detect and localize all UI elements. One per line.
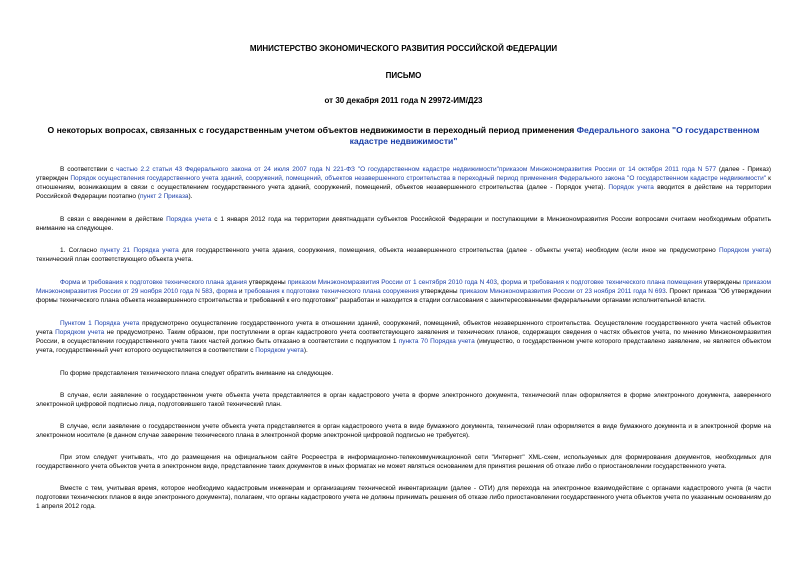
p2-text-2: с 1 января 2012 года на территории девятнадцати субъектов Российской Федерации и поступающими в Минэкономразвития России вопросами считаем необходимым обратить внимание на следующее.	[36, 216, 771, 232]
p5-link-item-70[interactable]: пункта 70 Порядка учета	[398, 338, 475, 345]
paragraph-8: В случае, если заявление о государственном учете объекта учета представляется в орган кадастрового учета в виде бумажного документа, технический план оформляется в виде бумажного документа и в электронной форме на электронном носителе (в данном случае заверение технического плана в электронной форме электронной цифровой подписью не требуется).	[36, 423, 771, 439]
p5-text-4: ).	[303, 347, 308, 354]
paragraph-3	[36, 246, 771, 264]
p4-link-requirements-building[interactable]: требования к подготовке технического плана здания	[87, 279, 247, 286]
p4-link-requirements-premises[interactable]: требования к подготовке технического плана помещения	[528, 279, 703, 286]
p1-text-3: к отношениям, возникающим в связи с осуществлением государственного учета зданий, сооружений, помещений, объектов незавершенного строительства (далее - Порядок учета).	[36, 175, 771, 191]
p1-link-order-item-2[interactable]: пункт 2 Приказа	[140, 193, 189, 200]
p5-text-2: не предусмотрено. Таким образом, при поступлении в орган кадастрового учета соответствующего заявления и технических планов, содержащих сведения о частях объектов учета, по мнению Минэкономразвития России, в осуществлении государственного учета таких частей должно быть отказано в соответствии с подпунктом 1	[36, 329, 771, 345]
p3-text-2: для государственного учета здания, сооружения, помещения, объекта незавершенного строительства (далее - объекты учета) необходим (если иное не предусмотрено	[178, 247, 719, 254]
p4-link-order-583[interactable]: приказом Минэкономразвития России от 29 ноября 2010 года N 583	[36, 279, 772, 295]
p1-text-5: ).	[188, 193, 193, 200]
title-law-link[interactable]: Федерального закона "О государственном кадастре недвижимости"	[349, 125, 760, 146]
paragraph-4	[36, 278, 771, 305]
p3-link-item-21[interactable]: пункту 21 Порядка учета	[100, 247, 179, 254]
p4-link-form-premises[interactable]: форма	[500, 279, 522, 286]
p4-link-requirements-structure[interactable]: требования к подготовке технического плана сооружения	[244, 288, 419, 295]
paragraph-2	[36, 215, 771, 233]
p4-text-5: утверждены	[702, 279, 743, 286]
p4-text-6: ,	[212, 288, 217, 295]
p4-link-order-403[interactable]: приказом Минэкономразвития России от 1 сентября 2010 года N 403	[287, 279, 498, 286]
p5-link-item-1[interactable]: Пунктом 1 Порядка учета	[60, 320, 140, 327]
p5-link-procedure[interactable]: Порядком учета	[55, 329, 105, 336]
p4-text-7: и	[236, 288, 245, 295]
p5-text-3: (имущество, о государственном учете которого представлено заявление, не является объектом учета, государственный учет которого осуществляется в соответствии с	[36, 338, 771, 354]
document-title	[36, 125, 771, 147]
p4-text-1: и	[80, 279, 88, 286]
p1-text-1: В соответствии с	[60, 166, 117, 173]
p3-link-procedure[interactable]: Порядком учета	[718, 247, 769, 254]
document-type-heading: ПИСЬМО	[385, 71, 422, 80]
p4-link-form-building[interactable]: Форма	[60, 279, 81, 286]
paragraph-7: В случае, если заявление о государственном учете объекта учета представляется в орган кадастрового учета в форме электронного документа, технический план оформляется в форме электронного документа, заверенного электронной цифровой подписью лица, подготовившего такой технический план.	[36, 392, 771, 408]
ministry-heading: МИНИСТЕРСТВО ЭКОНОМИЧЕСКОГО РАЗВИТИЯ РОССИЙСКОЙ ФЕДЕРАЦИИ	[249, 44, 558, 53]
paragraph-10: Вместе с тем, учитывая время, которое необходимо кадастровым инженерам и организациям технической инвентаризации (далее - ОТИ) для перехода на электронное взаимодействие с органами кадастрового учета (в части подготовки технических планов в виде электронного документа), полагаем, что органы кадастрового учета не должны принимать решения об отказе либо приостановлении государственного учета объектов учета по указанным основаниям до 1 апреля 2012 года.	[36, 485, 771, 510]
p3-text-1: 1. Согласно	[60, 247, 101, 254]
p2-text-1: В связи с введением в действие	[60, 216, 167, 223]
paragraph-1	[36, 165, 771, 201]
p1-text-4: вводится в действие на территории Российской Федерации поэтапно (	[36, 184, 771, 200]
p4-text-3: ,	[497, 279, 501, 286]
paragraph-9: При этом следует учитывать, что до размещения на официальном сайте Росреестра в информационно-телекоммуникационной сети "Интернет" XML-схем, используемых для формирования документов, необходимых для государственного учета объектов учета в электронном виде, представление таких документов в иных форматах не может являться основанием для принятия решения об отказе либо о приостановлении государственного учета.	[36, 454, 771, 470]
p1-link-procedure[interactable]: Порядок осуществления государственного учета зданий, сооружений, помещений, объектов незавершенного строительства в переходный период применения Федерального закона "О государственном кадастре недвижимости"	[70, 175, 767, 182]
p4-text-2: утверждены	[246, 279, 288, 286]
p4-text-9: . Проект приказа "Об утверждении формы технического плана объекта незавершенного строительства и требований к его подготовке" разработан и находится в стадии согласования с заинтересованными федеральными органами исполнительной власти.	[36, 288, 771, 304]
p3-text-3: ) технический план соответствующего объекта учета.	[36, 247, 771, 263]
p1-link-order-577[interactable]: приказом Минэкономразвития России от 14 октября 2011 года N 577	[499, 166, 717, 173]
document-date-number: от 30 декабря 2011 года N 29972-ИМ/Д23	[324, 96, 483, 105]
p2-link-procedure[interactable]: Порядка учета	[166, 216, 212, 223]
p5-text-1: предусмотрено осуществление государственного учета в отношении зданий, сооружений, помещений, объектов незавершенного строительства. Осуществление государственного учета частей объектов учета	[36, 320, 771, 336]
p1-link-law-article[interactable]: частью 2.2 статьи 43 Федерального закона от 24 июля 2007 года N 221-ФЗ "О государственном кадастре недвижимости"	[116, 166, 500, 173]
p1-link-procedure-short[interactable]: Порядок учета	[608, 184, 654, 191]
paragraph-6: По форме представления технического плана следует обратить внимание на следующее.	[60, 370, 334, 377]
p4-link-form-structure[interactable]: форма	[216, 288, 237, 295]
p1-text-2: (далее - Приказ) утвержден	[36, 166, 772, 182]
paragraph-5	[36, 319, 771, 355]
p4-link-order-693[interactable]: приказом Минэкономразвития России от 23 ноября 2011 года N 693	[459, 288, 666, 295]
p4-text-8: утверждены	[418, 288, 460, 295]
title-text: О некоторых вопросах, связанных с государственным учетом объектов недвижимости в переходный период применения	[47, 125, 577, 135]
p5-link-procedure-2[interactable]: Порядком учета	[255, 347, 304, 354]
p4-text-4: и	[521, 279, 529, 286]
